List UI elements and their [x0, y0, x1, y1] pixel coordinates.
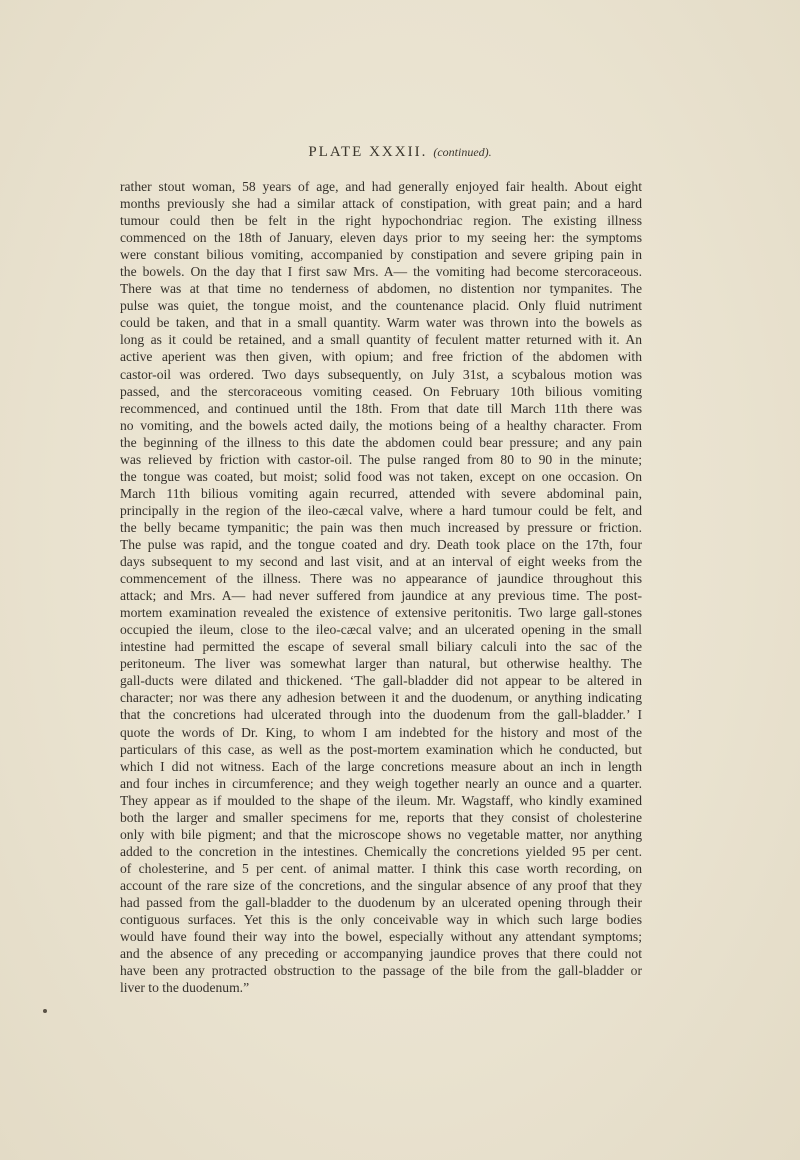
text-line: that the concretions had ulcerated through into the duodenum from the gall-bladder.’ I	[120, 707, 642, 723]
text-line: active aperient was then given, with opium; and free friction of the abdomen with	[120, 349, 642, 365]
text-line: account of the rare size of the concretions, and the singular absence of any proof that they	[120, 877, 642, 893]
text-line: and four inches in circumference; and they weigh together nearly an ounce and a quarter.	[120, 775, 642, 791]
paper-speck	[43, 1009, 47, 1013]
text-line: pulse was quiet, the tongue moist, and the countenance placid. Only fluid nutriment	[120, 298, 642, 314]
text-line: the tongue was coated, but moist; solid food was not taken, except on one occasion. On	[120, 468, 642, 484]
plate-header	[0, 144, 800, 161]
text-line: peritoneum. The liver was somewhat larger than natural, but otherwise healthy. The	[120, 656, 642, 672]
text-line: The pulse was rapid, and the tongue coated and dry. Death took place on the 17th, four	[120, 536, 642, 552]
text-line: quote the words of Dr. King, to whom I am indebted for the history and most of the	[120, 724, 642, 740]
text-line: added to the concretion in the intestines. Chemically the concretions yielded 95 per cent.	[120, 843, 642, 859]
text-line: tumour could then be felt in the right hypochondriac region. The existing illness	[120, 213, 642, 229]
text-line: would have found their way into the bowel, especially without any attendant symptoms;	[120, 929, 642, 945]
text-line: principally in the region of the ileo-cæcal valve, where a hard tumour could be felt, and	[120, 502, 642, 518]
text-line: was relieved by friction with castor-oil. The pulse ranged from 80 to 90 in the minute;	[120, 451, 642, 467]
body-paragraph	[120, 178, 642, 996]
text-line: months previously she had a similar attack of constipation, with great pain; and a hard	[120, 196, 642, 212]
text-line: There was at that time no tenderness of abdomen, no distention nor tympanites. The	[120, 281, 642, 297]
text-line: intestine had permitted the escape of several small biliary calculi into the sac of the	[120, 639, 642, 655]
text-line: were constant bilious vomiting, accompanied by constipation and severe griping pain in	[120, 247, 642, 263]
text-line: passed, and the stercoraceous vomiting ceased. On February 10th bilious vomiting	[120, 383, 642, 399]
plate-title: PLATE XXXII.	[308, 144, 428, 160]
text-line: long as it could be retained, and a small quantity of feculent matter returned with it. An	[120, 332, 642, 348]
text-line: attack; and Mrs. A— had never suffered from jaundice at any previous time. The post-	[120, 588, 642, 604]
text-line: They appear as if moulded to the shape of the ileum. Mr. Wagstaff, who kindly examined	[120, 792, 642, 808]
text-line: which I did not witness. Each of the large concretions measure about an inch in length	[120, 758, 642, 774]
text-line: March 11th bilious vomiting again recurred, attended with severe abdominal pain,	[120, 485, 642, 501]
text-line: only with bile pigment; and that the microscope shows no vegetable matter, nor anything	[120, 826, 642, 842]
text-line: have been any protracted obstruction to the passage of the bile from the gall-bladder or	[120, 963, 642, 979]
text-line: of cholesterine, and 5 per cent. of animal matter. I think this case worth recording, on	[120, 860, 642, 876]
text-line: the belly became tympanitic; the pain was then much increased by pressure or friction.	[120, 519, 642, 535]
text-line: occupied the ileum, close to the ileo-cæcal valve; and an ulcerated opening in the small	[120, 622, 642, 638]
text-line: liver to the duodenum.”	[120, 980, 250, 996]
text-line: both the larger and smaller specimens for me, reports that they consist of cholesterine	[120, 809, 642, 825]
text-line: days subsequent to my second and last visit, and at an interval of eight weeks from the	[120, 554, 642, 570]
text-line: and the absence of any preceding or accompanying jaundice proves that there could not	[120, 946, 642, 962]
text-line: the beginning of the illness to this date the abdomen could bear pressure; and any pain	[120, 434, 642, 450]
text-line: could be taken, and that in a small quantity. Warm water was thrown into the bowels as	[120, 315, 642, 331]
text-line: mortem examination revealed the existence of extensive peritonitis. Two large gall-stones	[120, 605, 642, 621]
text-line: the bowels. On the day that I first saw Mrs. A— the vomiting had become stercoraceous.	[120, 264, 642, 280]
text-line: commencement of the illness. There was no appearance of jaundice throughout this	[120, 571, 642, 587]
text-line: rather stout woman, 58 years of age, and had generally enjoyed fair health. About eight	[120, 179, 642, 194]
text-line: character; nor was there any adhesion between it and the duodenum, or anything indicating	[120, 690, 642, 706]
text-line: castor-oil was ordered. Two days subsequently, on July 31st, a scybalous motion was	[120, 366, 642, 382]
text-line: commenced on the 18th of January, eleven days prior to my seeing her: the symptoms	[120, 230, 642, 246]
continued-label: (continued).	[433, 145, 492, 159]
text-line: recommenced, and continued until the 18th. From that date till March 11th there was	[120, 400, 642, 416]
text-line: contiguous surfaces. Yet this is the only conceivable way in which such large bodies	[120, 912, 642, 928]
text-line: had passed from the gall-bladder to the duodenum by an ulcerated opening through their	[120, 894, 642, 910]
text-line: no vomiting, and the bowels acted daily, the motions being of a healthy character. From	[120, 417, 642, 433]
text-line: gall-ducts were dilated and thickened. ‘The gall-bladder did not appear to be altered in	[120, 673, 642, 689]
text-line: particulars of this case, as well as the post-mortem examination which he conducted, but	[120, 741, 642, 757]
